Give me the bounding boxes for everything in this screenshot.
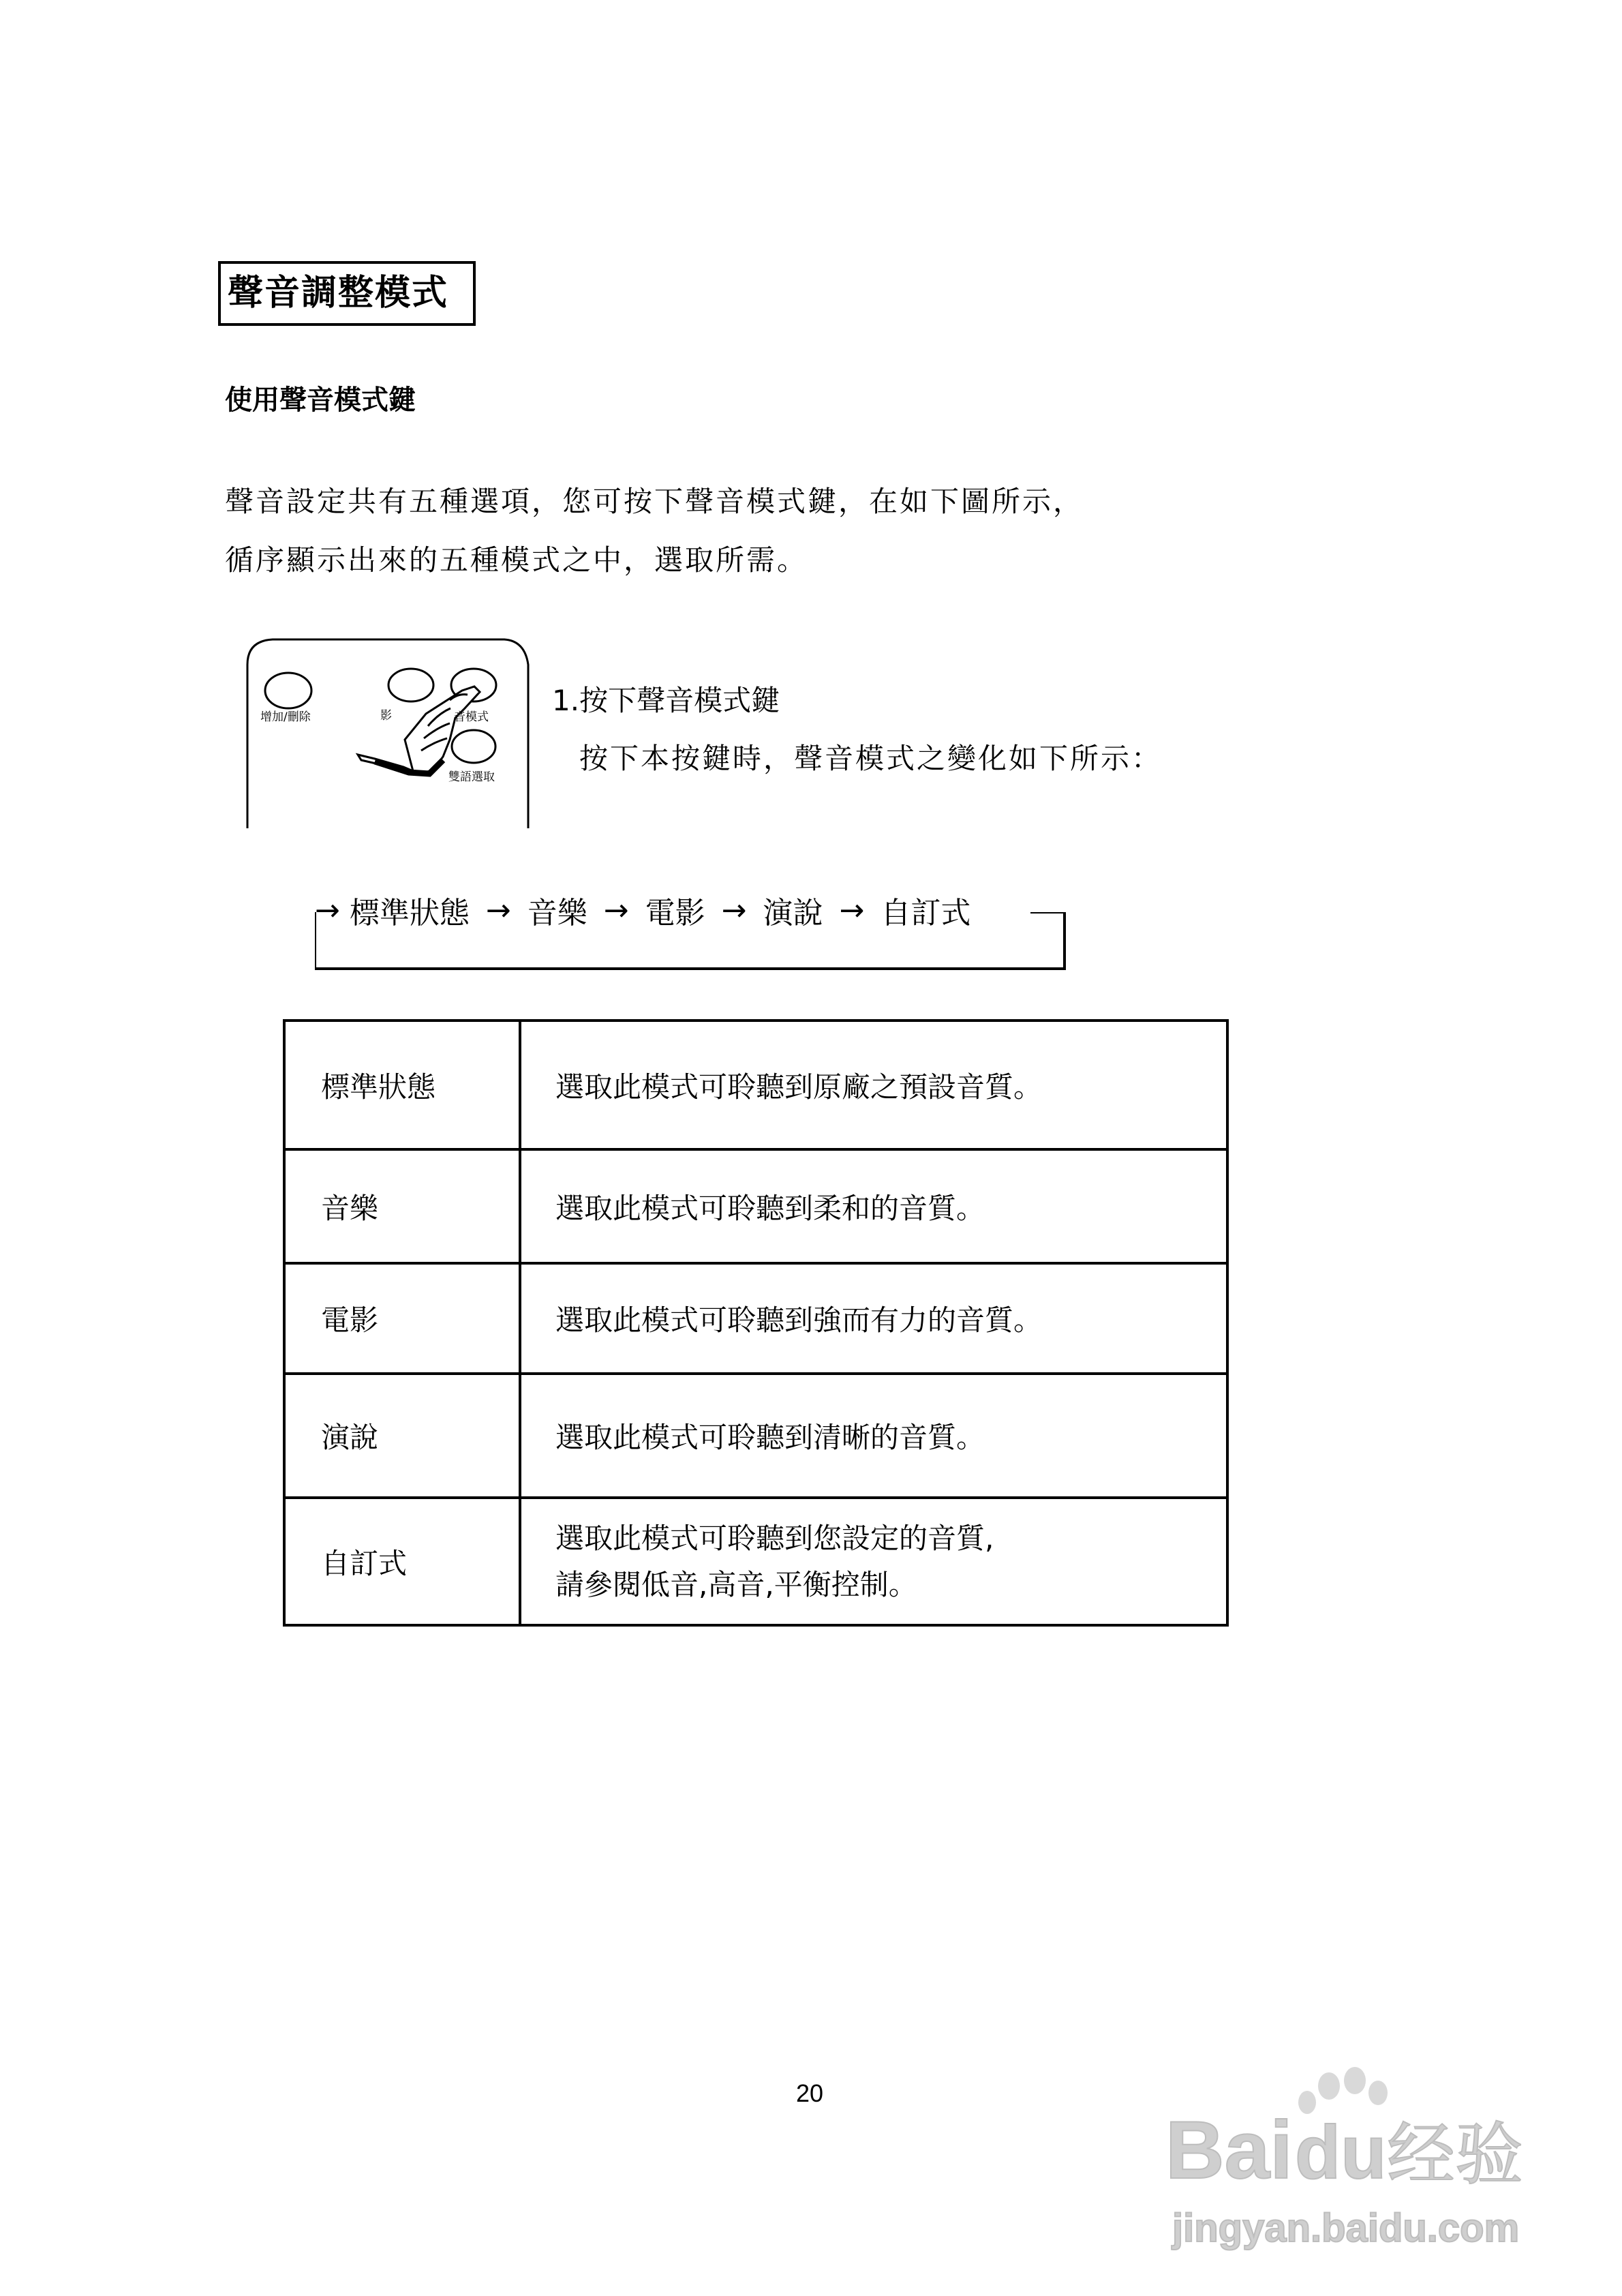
section-title: 聲音調整模式 <box>218 261 476 326</box>
mode-name: 自訂式 <box>284 1498 520 1625</box>
arrow-icon: → <box>603 892 629 928</box>
paw-icon <box>1298 2067 1388 2114</box>
mode-description: 選取此模式可聆聽到原廠之預設音質。 <box>520 1021 1227 1149</box>
watermark-url: jingyan.baidu.com <box>1172 2206 1520 2250</box>
mode-description <box>520 1498 1227 1625</box>
page-number: 20 <box>796 2079 824 2107</box>
mode-name: 音樂 <box>284 1149 520 1263</box>
dual-language-button-icon <box>452 730 495 763</box>
cycle-loop-line <box>315 912 1070 973</box>
mode-description-line: 請參閱低音,高音,平衡控制。 <box>555 1567 917 1601</box>
arrow-icon: → <box>721 892 747 928</box>
arrow-icon: → <box>839 892 865 928</box>
intro-line-1: 聲音設定共有五種選項，您可按下聲音模式鍵，在如下圖所示， <box>225 485 1084 518</box>
sound-modes-table <box>283 1019 1229 1627</box>
table-row <box>284 1021 1227 1149</box>
table-row <box>284 1374 1227 1498</box>
cycle-item: 標準狀態 <box>349 896 470 931</box>
table-row <box>284 1263 1227 1374</box>
intro-paragraph <box>225 472 1084 590</box>
step-description: 按下本按鍵時，聲音模式之變化如下所示： <box>579 742 1163 775</box>
mode-description: 選取此模式可聆聽到柔和的音質。 <box>520 1149 1227 1263</box>
remote-label-dual-language: 雙語選取 <box>448 770 495 784</box>
cycle-item: 電影 <box>645 896 705 931</box>
subheading: 使用聲音模式鍵 <box>225 384 416 416</box>
intro-line-2: 循序顯示出來的五種模式之中，選取所需。 <box>225 543 808 577</box>
table-row <box>284 1149 1227 1263</box>
baidu-watermark <box>1159 2059 1540 2263</box>
mode-name: 演說 <box>284 1374 520 1498</box>
mode-description: 選取此模式可聆聽到強而有力的音質。 <box>520 1263 1227 1374</box>
remote-label-sound-mode: 音模式 <box>454 710 489 724</box>
arrow-icon: → <box>315 892 340 928</box>
watermark-brand-cn: 经验 <box>1387 2117 1523 2193</box>
step-title: 1.按下聲音模式鍵 <box>552 684 780 717</box>
cycle-item: 自訂式 <box>881 896 971 931</box>
mode-name: 電影 <box>284 1263 520 1374</box>
remote-label-add-delete: 增加/刪除 <box>260 710 311 724</box>
mode-description: 選取此模式可聆聽到清晰的音質。 <box>520 1374 1227 1498</box>
mode-description-line: 選取此模式可聆聽到您設定的音質, <box>555 1521 994 1555</box>
arrow-icon: → <box>485 892 511 928</box>
remote-label-video: 影 <box>380 709 392 723</box>
table-row <box>284 1498 1227 1625</box>
watermark-brand-paw: du <box>1295 2111 1387 2194</box>
watermark-brand: Bai <box>1165 2104 1293 2196</box>
add-delete-button-icon <box>265 673 311 708</box>
mode-name: 標準狀態 <box>284 1021 520 1149</box>
cycle-item: 演說 <box>763 896 823 931</box>
video-button-icon <box>388 669 433 701</box>
cycle-item: 音樂 <box>527 896 587 931</box>
remote-control-illustration <box>245 637 535 828</box>
